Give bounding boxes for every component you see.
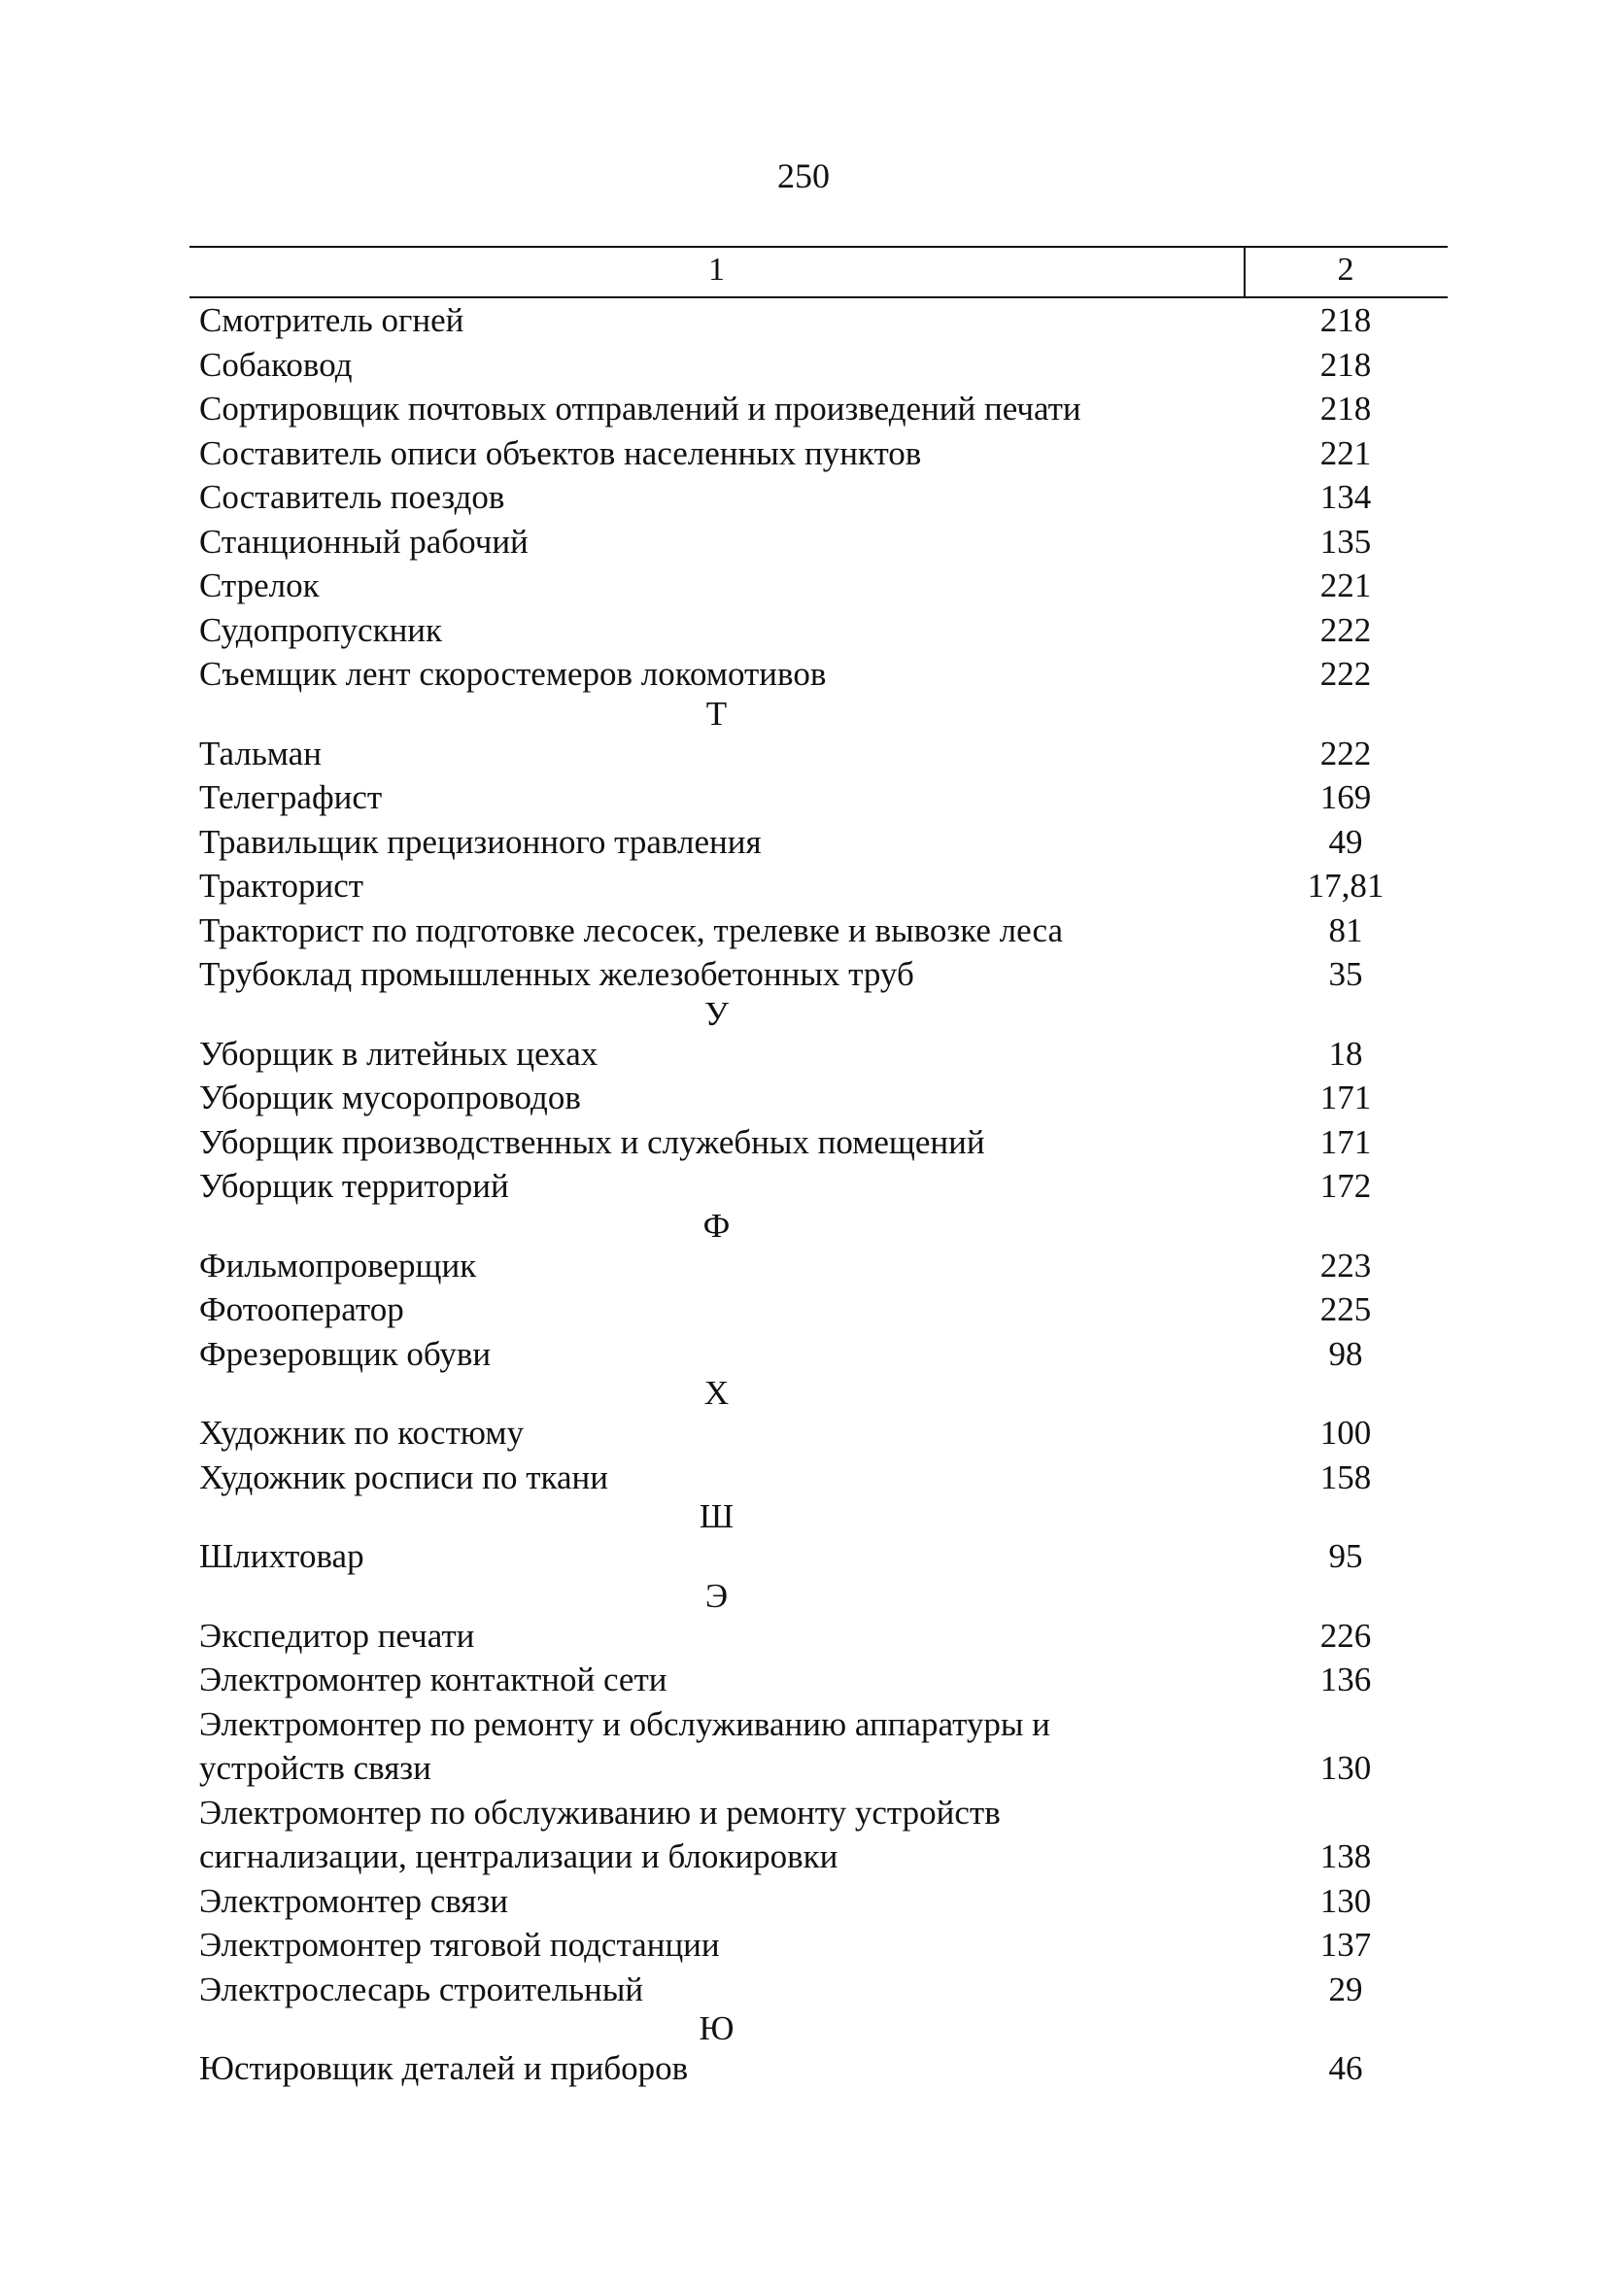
page-reference: 226 xyxy=(1319,1616,1372,1655)
occupation-name: Съемщик лент скоростемеров локомотивов xyxy=(199,655,827,693)
page-reference: 135 xyxy=(1319,522,1372,561)
occupation-name: Составитель описи объектов населенных пунктов xyxy=(199,433,922,472)
occupation-name: Электромонтер по ремонту и обслуживанию аппаратуры и устройств связи xyxy=(199,1704,1050,1787)
page-reference: 222 xyxy=(1319,610,1372,649)
occupation-name: Электромонтер связи xyxy=(199,1881,508,1920)
page-reference: 138 xyxy=(1319,1837,1372,1875)
table-row xyxy=(189,1032,1448,1077)
occupation-name: Уборщик мусоропроводов xyxy=(199,1079,581,1116)
occupation-name: Электромонтер контактной сети xyxy=(199,1661,667,1698)
header-col-2: 2 xyxy=(1337,252,1354,288)
table-row xyxy=(189,1120,1448,1165)
section-letter: Э xyxy=(704,1576,729,1615)
page-reference: 223 xyxy=(1319,1246,1372,1285)
occupation-name: Травильщик прецизионного травления xyxy=(199,822,762,861)
section-letter: Ф xyxy=(702,1206,731,1245)
occupation-name: Станционный рабочий xyxy=(199,522,529,561)
page-reference: 222 xyxy=(1319,734,1372,772)
occupation-name: Сортировщик почтовых отправлений и произведений печати xyxy=(199,390,1081,428)
table-row xyxy=(189,1702,1448,1791)
page-reference: 18 xyxy=(1328,1034,1363,1073)
table-row xyxy=(189,1164,1448,1209)
section-letter: Ю xyxy=(699,2009,735,2047)
page-reference: 158 xyxy=(1319,1457,1372,1496)
table-row xyxy=(189,343,1448,388)
occupation-name: Тракторист по подготовке лесосек, трелевке и вывозке леса xyxy=(199,910,1063,949)
page-reference: 218 xyxy=(1319,301,1372,339)
table-row xyxy=(189,1411,1448,1456)
page-reference: 137 xyxy=(1319,1926,1372,1964)
page-reference: 225 xyxy=(1319,1290,1372,1328)
occupation-name: Собаковод xyxy=(199,345,353,384)
table-row xyxy=(189,952,1448,997)
table-row xyxy=(189,387,1448,431)
table-row xyxy=(189,608,1448,653)
occupation-name: Тракторист xyxy=(199,867,364,905)
occupation-name: Уборщик территорий xyxy=(199,1167,509,1205)
table-row xyxy=(189,775,1448,820)
page-reference: 130 xyxy=(1319,1749,1372,1787)
page-reference: 136 xyxy=(1319,1661,1372,1698)
table-row xyxy=(189,1614,1448,1659)
table-row xyxy=(189,1534,1448,1579)
page-reference: 222 xyxy=(1319,655,1372,693)
table-row xyxy=(189,1968,1448,2012)
page-reference: 169 xyxy=(1319,778,1372,816)
occupation-name: Художник росписи по ткани xyxy=(199,1457,608,1496)
page-reference: 95 xyxy=(1328,1537,1363,1575)
page-number: 250 xyxy=(777,156,830,195)
occupation-name: Электромонтер тяговой подстанции xyxy=(199,1926,720,1964)
occupation-name: Юстировщик деталей и приборов xyxy=(199,2049,689,2087)
index-table xyxy=(189,246,1448,2091)
table-row xyxy=(189,1456,1448,1500)
occupation-name: Фотооператор xyxy=(199,1290,404,1328)
page-reference: 221 xyxy=(1319,433,1372,472)
occupation-name: Электромонтер по обслуживанию и ремонту устройств сигнализации, централизации и блокировки xyxy=(199,1793,1001,1875)
page-reference: 35 xyxy=(1328,955,1363,993)
page-reference: 49 xyxy=(1328,822,1363,861)
page-reference: 172 xyxy=(1319,1167,1372,1205)
table-row xyxy=(189,820,1448,865)
table-row xyxy=(189,431,1448,476)
table-row xyxy=(189,520,1448,565)
page-reference: 17,81 xyxy=(1307,867,1385,905)
table-row xyxy=(189,475,1448,520)
occupation-name: Стрелок xyxy=(199,566,320,604)
table-row xyxy=(189,732,1448,776)
occupation-name: Художник по костюму xyxy=(199,1414,525,1452)
section-letter: Х xyxy=(703,1374,730,1412)
page-reference: 46 xyxy=(1328,2049,1363,2087)
table-row xyxy=(189,1879,1448,1924)
page-reference: 171 xyxy=(1319,1122,1372,1161)
section-letter: Ш xyxy=(699,1497,735,1535)
occupation-name: Трубоклад промышленных железобетонных труб xyxy=(199,955,914,993)
table-body xyxy=(189,298,1448,2091)
table-row xyxy=(189,652,1448,697)
section-letter: У xyxy=(704,994,729,1033)
occupation-name: Шлихтовар xyxy=(199,1537,364,1575)
occupation-name: Тальман xyxy=(199,734,322,772)
table-row xyxy=(189,908,1448,953)
table-row xyxy=(189,1658,1448,1702)
page-reference: 218 xyxy=(1319,345,1372,384)
page-reference: 29 xyxy=(1328,1970,1363,2008)
table-row xyxy=(189,2046,1448,2091)
table-row xyxy=(189,298,1448,343)
page-reference: 221 xyxy=(1319,566,1372,604)
occupation-name: Экспедитор печати xyxy=(199,1616,475,1655)
occupation-name: Телеграфист xyxy=(199,778,383,816)
occupation-name: Смотритель огней xyxy=(199,301,464,339)
page-reference: 171 xyxy=(1319,1079,1372,1116)
page-reference: 218 xyxy=(1319,390,1372,428)
occupation-name: Уборщик производственных и служебных помещений xyxy=(199,1122,985,1161)
page-reference: 100 xyxy=(1319,1414,1372,1452)
page-reference: 98 xyxy=(1328,1334,1363,1373)
section-letter: Т xyxy=(705,694,728,733)
page-reference: 81 xyxy=(1328,910,1363,949)
occupation-name: Электрослесарь строительный xyxy=(199,1970,644,2008)
occupation-name: Уборщик в литейных цехах xyxy=(199,1034,598,1073)
page-reference: 134 xyxy=(1319,478,1372,516)
table-row xyxy=(189,1332,1448,1377)
occupation-name: Фильмопроверщик xyxy=(199,1246,477,1285)
header-col-1: 1 xyxy=(708,252,725,288)
table-row xyxy=(189,1244,1448,1288)
table-row xyxy=(189,864,1448,908)
table-row xyxy=(189,564,1448,608)
occupation-name: Составитель поездов xyxy=(199,478,505,516)
table-row xyxy=(189,1076,1448,1120)
occupation-name: Фрезеровщик обуви xyxy=(199,1334,492,1373)
table-row xyxy=(189,1923,1448,1968)
table-row xyxy=(189,1287,1448,1332)
table-row xyxy=(189,1791,1448,1879)
table-header xyxy=(189,246,1448,298)
page-reference: 130 xyxy=(1319,1881,1372,1920)
occupation-name: Судопропускник xyxy=(199,610,443,649)
